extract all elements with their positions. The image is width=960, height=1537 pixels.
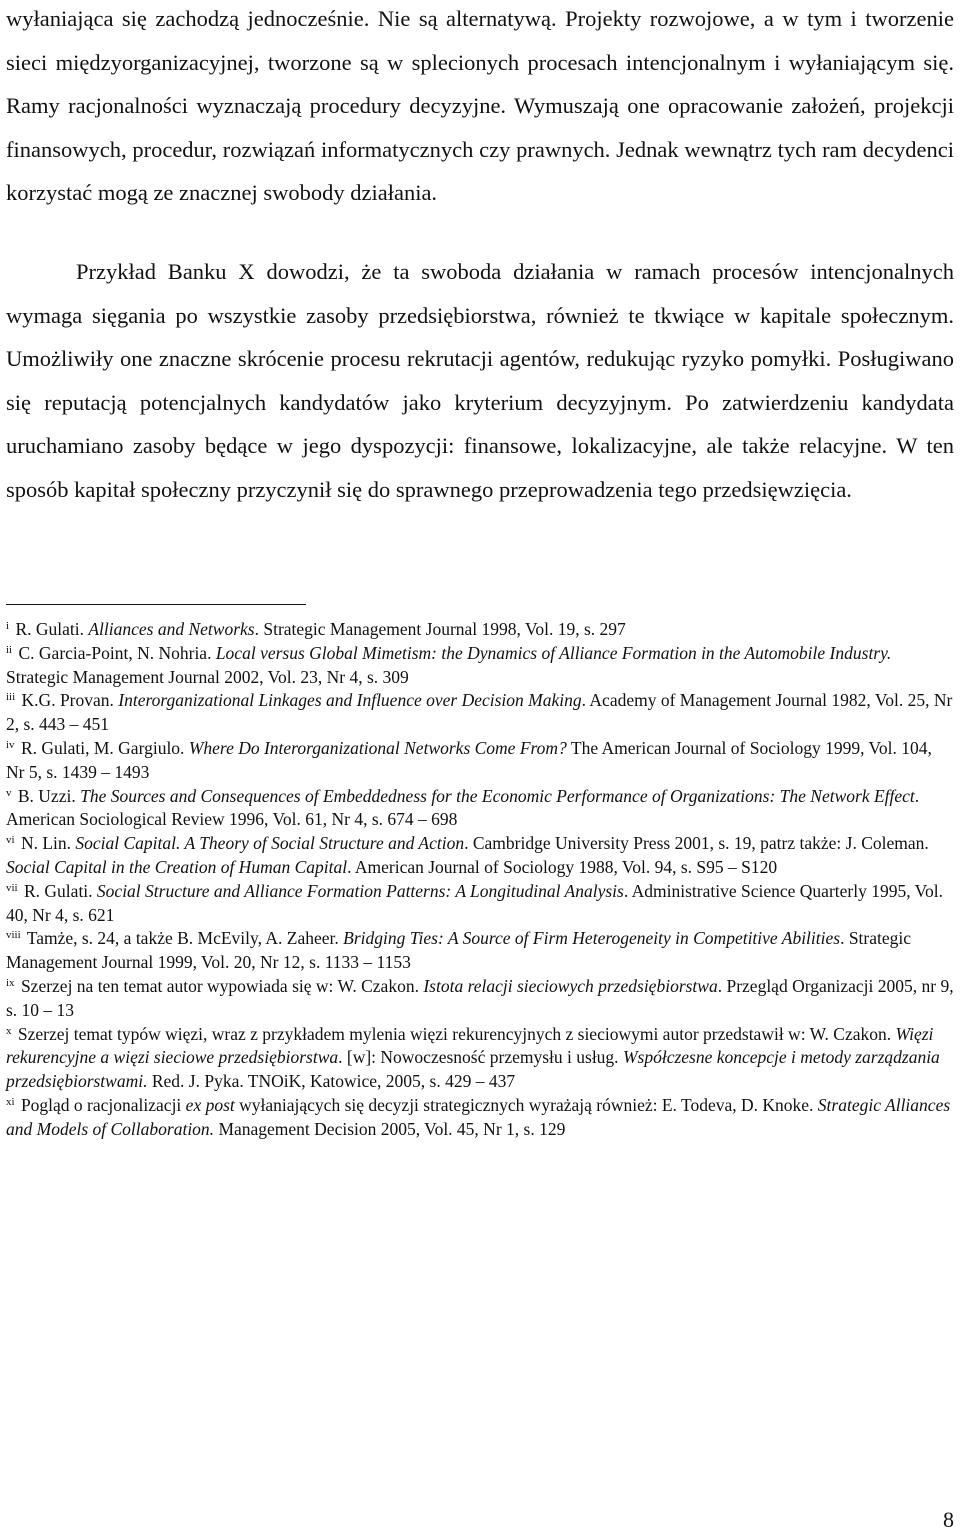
footnote-text: . American Journal of Sociology 1988, Vol. 94, s. S95 – S120 bbox=[347, 856, 778, 877]
footnote-marker: x bbox=[6, 1024, 12, 1037]
footnote bbox=[6, 737, 954, 785]
footnote bbox=[6, 689, 954, 737]
footnote-text: . Cambridge University Press 2001, s. 19, patrz także: J. Coleman. bbox=[464, 833, 929, 854]
footnote-text: N. Lin. bbox=[20, 833, 76, 854]
footnote bbox=[6, 927, 954, 975]
footnote-text: K.G. Provan. bbox=[21, 690, 119, 711]
footnote-title: Social Capital in the Creation of Human Capital bbox=[6, 856, 348, 877]
footnote-title: Alliances and Networks bbox=[88, 619, 255, 639]
footnote-marker: v bbox=[6, 786, 12, 799]
footnote-text: Pogląd o racjonalizacji bbox=[20, 1094, 186, 1115]
footnote-title: Social Capital. A Theory of Social Structure and Action bbox=[75, 833, 465, 854]
footnote-title: ex post bbox=[185, 1094, 235, 1115]
footnote-text: . Academy of Management Journal 1982, Vol. 25, Nr 2, s. 443 – 451 bbox=[6, 690, 953, 735]
footnote bbox=[6, 618, 954, 642]
body-paragraph-2: Przykład Banku X dowodzi, że ta swoboda działania w ramach procesów intencjonalnych wymaga sięgania po wszystkie zasoby przedsiębiorstwa, również te tkwiące w kapitale społecznym. Umożliwiły one znaczne skrócenie procesu rekrutacji agentów, redukując ryzyko pomyłki. Posługiwano się reputacją potencjalnych kandydatów jako kryterium decyzyjnym. Po zatwierdzeniu kandydata uruchamiano zasoby będące w jego dyspozycji: finansowe, lokalizacyjne, ale także relacyjne. W ten sposób kapitał społeczny przyczynił się do sprawnego przeprowadzenia tego przedsięwzięcia. bbox=[6, 259, 954, 502]
footnote bbox=[6, 785, 954, 833]
body-paragraph-1: wyłaniająca się zachodzą jednocześnie. Nie są alternatywą. Projekty rozwojowe, a w tym i tworzenie sieci międzyorganizacyjnej, tworzone są w splecionych procesach intencjonalnym i wyłaniającym się. Ramy racjonalności wyznaczają procedury decyzyjne. Wymuszają one opracowanie założeń, projekcji finansowych, procedur, rozwiązań informatycznych czy prawnych. Jednak wewnątrz tych ram decydenci korzystać mogą ze znacznej swobody działania. bbox=[6, 6, 954, 205]
footnote-text: . Strategic Management Journal 1998, Vol. 19, s. 297 bbox=[254, 619, 626, 639]
footnote-title: Strategic Alliances and Models of Collaboration. bbox=[6, 1094, 951, 1139]
footnote-text: Strategic Management Journal 2002, Vol. 23, Nr 4, s. 309 bbox=[6, 666, 409, 687]
footnote-text: C. Garcia-Point, N. Nohria. bbox=[18, 642, 216, 663]
footnote-text: . Przegląd Organizacji 2005, nr 9, s. 10 – 13 bbox=[6, 975, 954, 1020]
footnote-marker: xi bbox=[6, 1095, 15, 1108]
footnote-title: Social Structure and Alliance Formation Patterns: A Longitudinal Analysis bbox=[96, 880, 624, 901]
footnote-title: Współczesne koncepcje i metody zarządzania przedsiębiorstwami. bbox=[6, 1047, 940, 1092]
footnote bbox=[6, 642, 954, 690]
footnote-text: . Strategic Management Journal 1999, Vol. 20, Nr 12, s. 1133 – 1153 bbox=[6, 928, 912, 973]
footnote bbox=[6, 880, 954, 928]
footnote-marker: vii bbox=[6, 881, 18, 894]
footnote-text: R. Gulati, M. Gargiulo. bbox=[20, 737, 189, 758]
footnote-text: Szerzej temat typów więzi, wraz z przykładem mylenia więzi rekurencyjnych z sieciowymi autor przedstawił w: W. Czakon. bbox=[17, 1023, 896, 1044]
footnote bbox=[6, 1094, 954, 1142]
footnote-title: Local versus Global Mimetism: the Dynamics of Alliance Formation in the Automobile Industry. bbox=[215, 642, 892, 663]
footnote-text: Tamże, s. 24, a także B. McEvily, A. Zaheer. bbox=[26, 928, 344, 949]
footnote-text: R. Gulati. bbox=[15, 619, 89, 639]
footnote-text: . Administrative Science Quarterly 1995, Vol. 40, Nr 4, s. 621 bbox=[6, 880, 944, 925]
footnote-text: . American Sociological Review 1996, Vol. 61, Nr 4, s. 674 – 698 bbox=[6, 785, 920, 830]
footnote-text: . [w]: Nowoczesność przemysłu i usług. bbox=[338, 1047, 623, 1068]
footnote-marker: i bbox=[6, 620, 10, 632]
footnote-title: Bridging Ties: A Source of Firm Heterogeneity in Competitive Abilities bbox=[343, 928, 841, 949]
footnote-text: Management Decision 2005, Vol. 45, Nr 1, s. 129 bbox=[214, 1118, 566, 1139]
footnotes-list bbox=[6, 618, 954, 1142]
footnote-text: wyłaniających się decyzji strategicznych wyrażają również: E. Todeva, D. Knoke. bbox=[234, 1094, 818, 1115]
footnote-text: The American Journal of Sociology 1999, Vol. 104, Nr 5, s. 1439 – 1493 bbox=[6, 737, 932, 782]
page-number: 8 bbox=[943, 1507, 954, 1532]
footnote-marker: ii bbox=[6, 643, 13, 656]
footnote-separator bbox=[6, 604, 306, 605]
footnote-marker: iii bbox=[6, 691, 16, 704]
footnote-marker: iv bbox=[6, 738, 15, 751]
footnote bbox=[6, 832, 954, 880]
footnote-marker: viii bbox=[6, 929, 21, 942]
footnote-title: The Sources and Consequences of Embeddedness for the Economic Performance of Organizations: The Network Effect bbox=[80, 785, 915, 806]
footnote-title: Istota relacji sieciowych przedsiębiorstwa bbox=[423, 975, 718, 996]
footnote-title: Where Do Interorganizational Networks Come From? bbox=[188, 737, 567, 758]
footnote-title: Interorganizational Linkages and Influence over Decision Making bbox=[118, 690, 582, 711]
footnote-text: Szerzej na ten temat autor wypowiada się w: W. Czakon. bbox=[20, 975, 424, 996]
footnote-marker: ix bbox=[6, 976, 15, 989]
footnote-text: Red. J. Pyka. TNOiK, Katowice, 2005, s. 429 – 437 bbox=[147, 1071, 516, 1092]
footnote-text: B. Uzzi. bbox=[17, 785, 81, 806]
footnote bbox=[6, 975, 954, 1023]
footnote-marker: vi bbox=[6, 834, 15, 847]
footnote-title: Więzi rekurencyjne a więzi sieciowe przedsiębiorstwa bbox=[6, 1023, 934, 1068]
footnote-text: R. Gulati. bbox=[24, 880, 97, 901]
footnote bbox=[6, 1023, 954, 1094]
